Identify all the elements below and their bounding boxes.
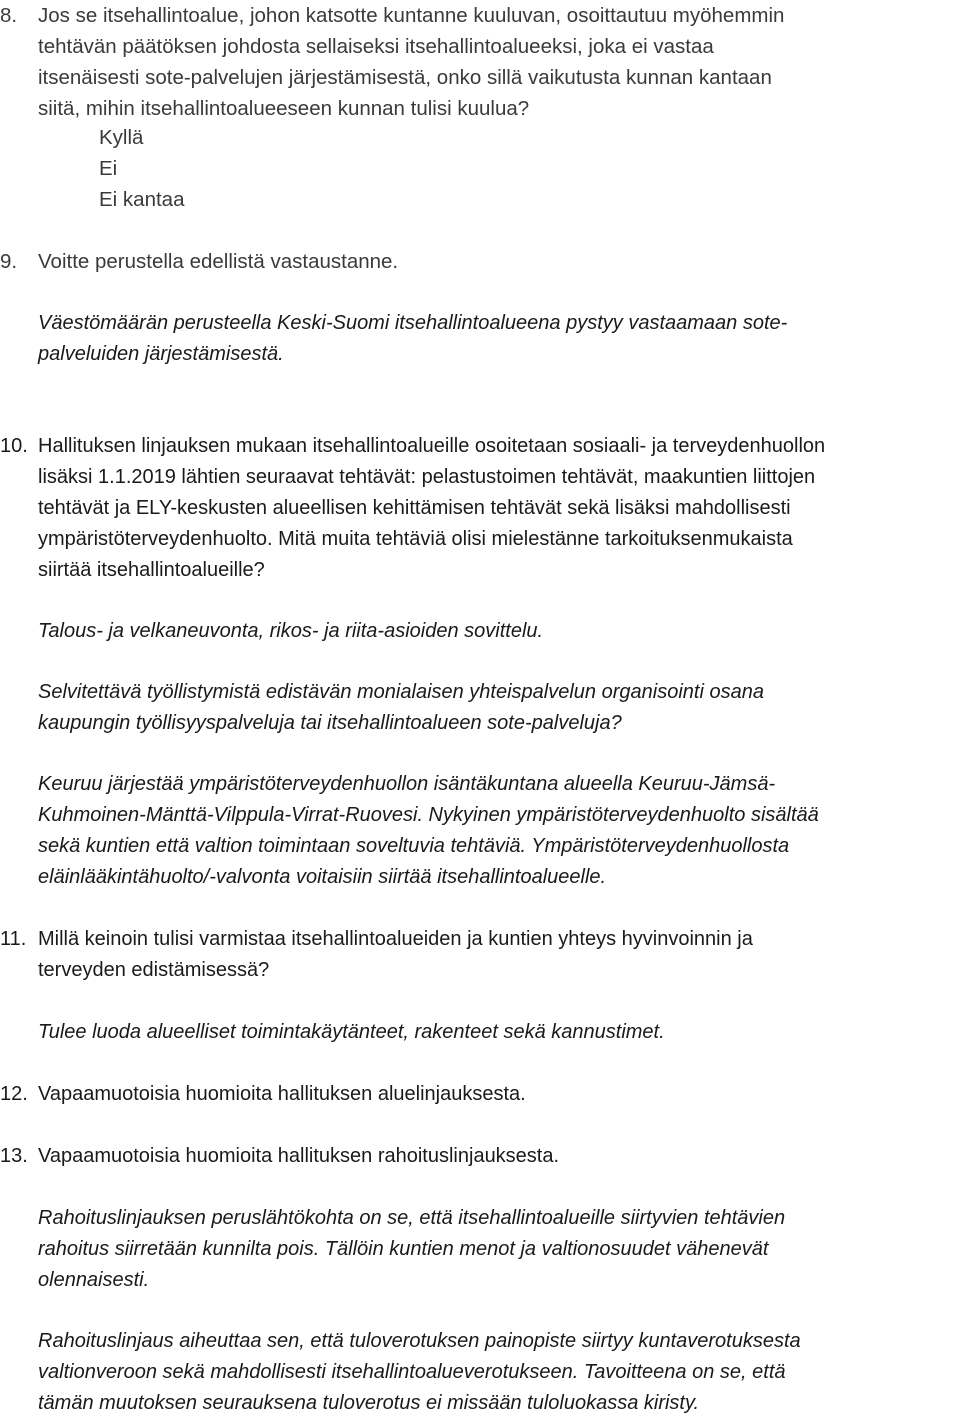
- answer-text: [38, 308, 787, 370]
- answer-text: [38, 1203, 785, 1296]
- question-line: Millä keinoin tulisi varmistaa itsehallintoalueiden ja kuntien yhteys hyvinvoinnin ja: [38, 928, 753, 950]
- question-text: Voitte perustella edellistä vastaustanne.: [38, 250, 399, 273]
- question-text: [38, 431, 825, 586]
- answer-line: Kuhmoinen-Mänttä-Vilppula-Virrat-Ruovesi. Nykyinen ympäristöterveydenhuolto sisältää: [38, 804, 819, 826]
- question-line: ympäristöterveydenhuolto. Mitä muita tehtäviä olisi mielestänne tarkoituksenmukaista: [38, 528, 793, 550]
- answer-line: rahoitus siirretään kunnilta pois. Tällöin kuntien menot ja valtionosuudet vähenevät: [38, 1238, 769, 1260]
- question-number: 8.: [0, 4, 18, 27]
- question-text: Vapaamuotoisia huomioita hallituksen rahoituslinjauksesta.: [38, 1145, 560, 1167]
- question-line: tehtävät ja ELY-keskusten alueellisen kehittämisen tehtävät sekä lisäksi mahdollisesti: [38, 497, 791, 519]
- option-ei: Ei: [99, 157, 118, 180]
- option-kylla: Kyllä: [99, 126, 144, 149]
- answer-text: [38, 1326, 801, 1419]
- question-line: siitä, mihin itsehallintoalueeseen kunnan tulisi kuulua?: [38, 97, 530, 120]
- answer-line: Keuruu järjestää ympäristöterveydenhuollon isäntäkuntana alueella Keuruu-Jämsä-: [38, 773, 776, 795]
- answer-line: Väestömäärän perusteella Keski-Suomi itsehallintoalueena pystyy vastaamaan sote-: [38, 312, 788, 334]
- option-ei-kantaa: Ei kantaa: [99, 188, 185, 211]
- question-text: Vapaamuotoisia huomioita hallituksen aluelinjauksesta.: [38, 1083, 526, 1105]
- question-line: terveyden edistämisessä?: [38, 959, 270, 981]
- answer-line: kaupungin työllisyyspalveluja tai itsehallintoalueen sote-palveluja?: [38, 712, 622, 734]
- question-text: [38, 0, 784, 124]
- answer-line: Rahoituslinjauksen peruslähtökohta on se, että itsehallintoalueille siirtyvien tehtävien: [38, 1207, 786, 1229]
- question-number: 10.: [0, 435, 28, 457]
- answer-text: [38, 769, 819, 893]
- question-text: [38, 924, 753, 986]
- answer-line: palveluiden järjestämisestä.: [38, 343, 284, 365]
- answer-text: [38, 677, 764, 739]
- answer-line: olennaisesti.: [38, 1269, 150, 1291]
- answer-line: Selvitettävä työllistymistä edistävän monialaisen yhteispalvelun organisointi osana: [38, 681, 764, 703]
- question-number: 11.: [0, 928, 27, 950]
- answer-line: sekä kuntien että valtion toimintaan soveltuvia tehtäviä. Ympäristöterveydenhuollosta: [38, 835, 790, 857]
- question-number: 9.: [0, 250, 18, 273]
- question-line: siirtää itsehallintoalueille?: [38, 559, 265, 581]
- question-number: 13.: [0, 1145, 28, 1167]
- answer-line: eläinlääkintähuolto/-valvonta voitaisiin siirtää itsehallintoalueelle.: [38, 866, 607, 888]
- question-line: lisäksi 1.1.2019 lähtien seuraavat tehtävät: pelastustoimen tehtävät, maakuntien liittojen: [38, 466, 816, 488]
- answer-line: tämän muutoksen seurauksena tuloverotus ei missään tuloluokassa kiristy.: [38, 1392, 700, 1414]
- question-number: 12.: [0, 1083, 28, 1105]
- question-line: itsenäisesti sote-palvelujen järjestämisestä, onko sillä vaikutusta kunnan kantaan: [38, 66, 772, 89]
- answer-line: valtionveroon sekä mahdollisesti itsehallintoalueverotukseen. Tavoitteena on se, että: [38, 1361, 786, 1383]
- question-line: Hallituksen linjauksen mukaan itsehallintoalueille osoitetaan sosiaali- ja terveydenhuollon: [38, 435, 826, 457]
- answer-line: Talous- ja velkaneuvonta, rikos- ja riita-asioiden sovittelu.: [38, 620, 544, 642]
- question-line: tehtävän päätöksen johdosta sellaiseksi itsehallintoalueeksi, joka ei vastaa: [38, 35, 714, 58]
- answer-line: Rahoituslinjaus aiheuttaa sen, että tuloverotuksen painopiste siirtyy kuntaverotuksesta: [38, 1330, 801, 1352]
- answer-line: Tulee luoda alueelliset toimintakäytänteet, rakenteet sekä kannustimet.: [38, 1021, 665, 1043]
- answer-text: [38, 616, 543, 647]
- question-line: Jos se itsehallintoalue, johon katsotte kuntanne kuuluvan, osoittautuu myöhemmin: [38, 4, 785, 27]
- answer-text: [38, 1017, 665, 1048]
